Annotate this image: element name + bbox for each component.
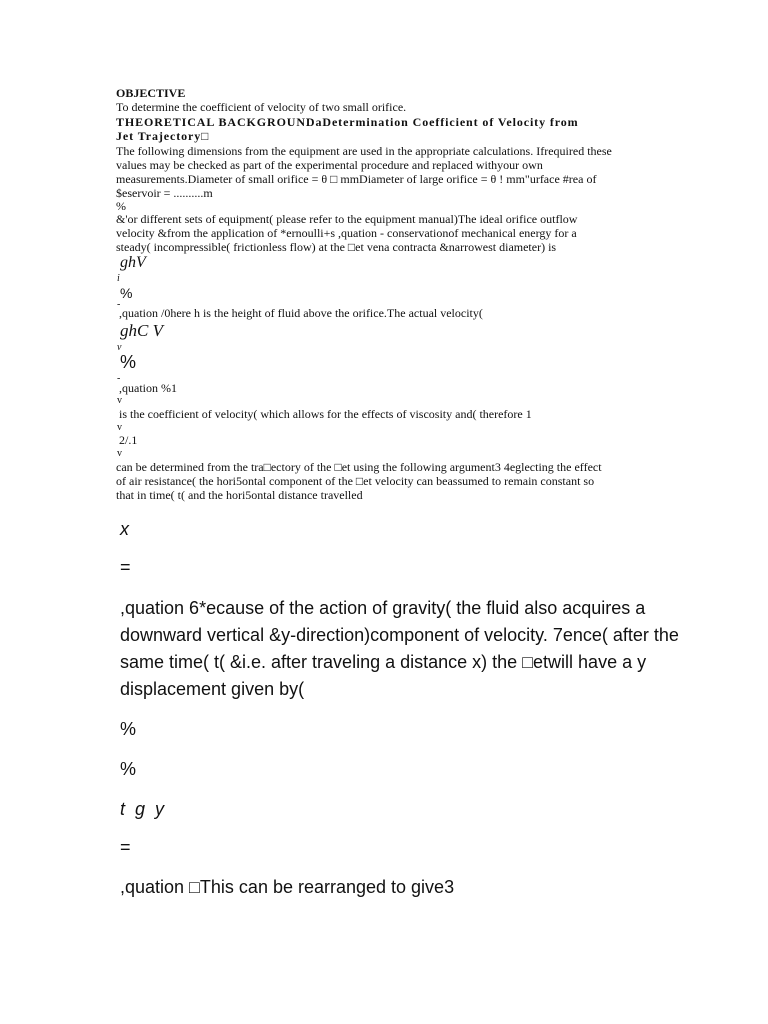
final-equation-line: ,quation □This can be rearranged to give3 — [120, 877, 455, 897]
equation-1-caption: ,quation /0here h is the height of fluid above the orifice.The actual velocity( — [119, 306, 483, 320]
equation-2-caption: ,quation %1 — [119, 381, 177, 395]
subscript-v-3: v — [117, 448, 122, 459]
objective-heading: OBJECTIVE — [116, 86, 186, 100]
equation-2-main: ghC V — [120, 321, 163, 340]
equation-1-main: ghV — [120, 254, 146, 271]
variable-x: x — [120, 519, 129, 539]
inequality-text: 2/.1 — [119, 433, 138, 447]
theory-heading-line-2: Jet Trajectory□ — [116, 129, 210, 143]
equation-1-dash: - — [117, 299, 121, 310]
subscript-v-2: v — [117, 422, 122, 433]
equation-2-dash: - — [117, 373, 121, 384]
body-line-1: The following dimensions from the equipment are used in the appropriate calculations. Ifrequired these — [116, 144, 612, 158]
equation-1-percent: % — [120, 285, 133, 301]
body-line-8: steady( incompressible( frictionless flow) at the □et vena contracta &narrowest diameter) is — [116, 240, 557, 254]
equals-sign-1: = — [120, 557, 131, 577]
body2-line-2: of air resistance( the hori5ontal component of the □et velocity can beassumed to remain constant so — [116, 474, 595, 488]
objective-text: To determine the coefficient of velocity of two small orifice. — [116, 100, 407, 114]
gravity-paragraph: ,quation 6*ecause of the action of gravity( the fluid also acquires a downward vertical &y-direction)component of velocity. 7ence( after the same time( t( &i.e. after traveling a distance x) the □etwill have a y displacement given by( — [120, 598, 679, 699]
equals-sign-2: = — [120, 837, 131, 857]
body-line-2: values may be checked as part of the experimental procedure and replaced withyour own — [116, 158, 543, 172]
equation-tgy: t g y — [120, 799, 165, 819]
equation-2-percent: % — [120, 352, 137, 372]
equation-1-subscript: i — [117, 273, 120, 284]
body2-line-1: can be determined from the tra□ectory of the □et using the following argument3 4eglecting the effect — [116, 460, 602, 474]
body2-line-3: that in time( t( and the hori5ontal distance travelled — [116, 488, 363, 502]
body-line-5: % — [116, 199, 126, 213]
body-line-7: velocity &from the application of *ernoulli+s ,quation - conservationof mechanical energy for a — [116, 226, 577, 240]
cv-description: is the coefficient of velocity( which allows for the effects of viscosity and( therefore 1 — [119, 407, 532, 421]
body-line-3: measurements.Diameter of small orifice = θ □ mmDiameter of large orifice = θ ! mm"urface #rea of — [116, 172, 597, 186]
equation-2-subscript: v — [117, 342, 122, 353]
subscript-v-1: v — [117, 395, 122, 406]
percent-sign-1: % — [120, 719, 137, 739]
body-line-6: &'or different sets of equipment( please refer to the equipment manual)The ideal orifice outflow — [116, 212, 578, 226]
percent-sign-2: % — [120, 759, 137, 779]
body-line-4: $eservoir = ..........m — [116, 186, 213, 200]
theory-heading-line-1: THEORETICAL BACKGROUNDaDetermination Coefficient of Velocity from — [116, 115, 579, 129]
